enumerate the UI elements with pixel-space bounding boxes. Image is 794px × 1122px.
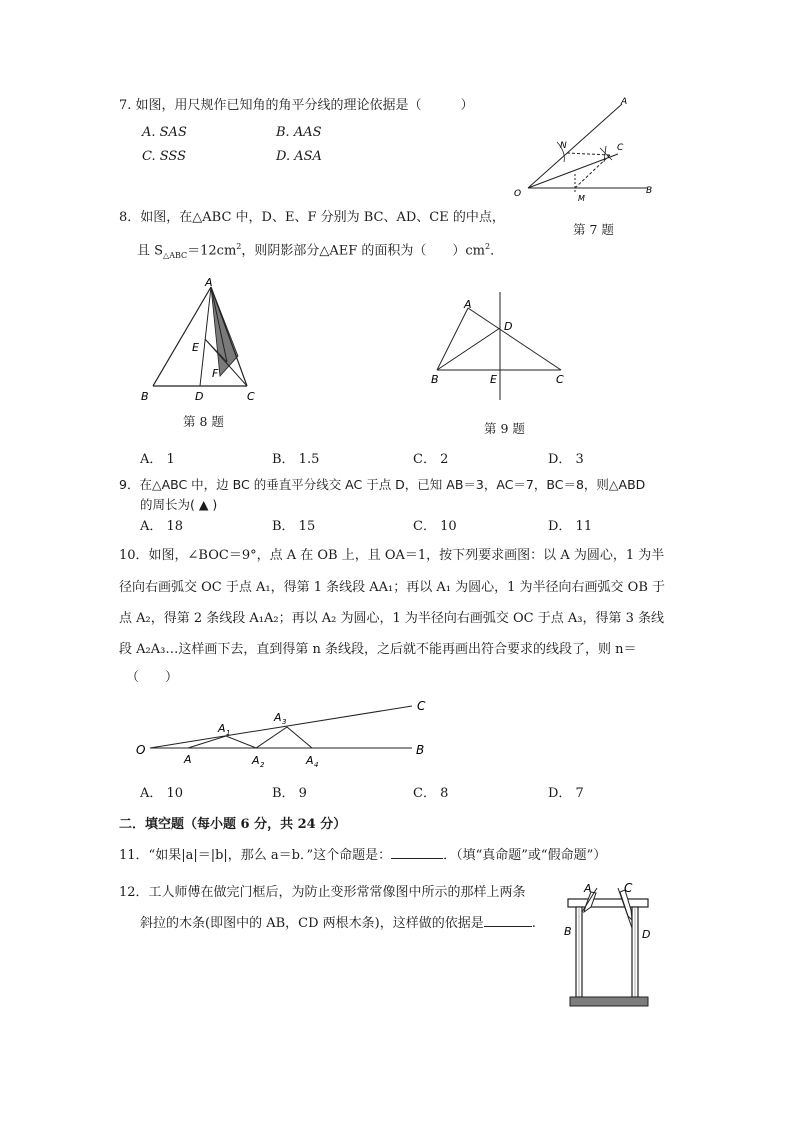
- q8-figure: [135, 272, 265, 407]
- q9-option-c[interactable]: C． 10: [413, 519, 457, 534]
- q11-answer-blank[interactable]: [391, 846, 443, 859]
- q10-label-b: B: [416, 743, 425, 757]
- q8-stem-line1: 8．如图，在△ABC 中，D、E、F 分别为 BC、AD、CE 的中点，: [119, 210, 505, 225]
- q12-answer-blank[interactable]: [484, 914, 532, 927]
- q8-label-a: A: [205, 276, 213, 289]
- q12-label-c: C: [624, 881, 633, 895]
- q8-option-b[interactable]: B． 1.5: [272, 452, 320, 467]
- q10-label-a3: A: [274, 711, 282, 724]
- q9-stem-line1: 9．在△ABC 中，边 BC 的垂直平分线交 AC 于点 D，已知 AB＝3，AC＝7，BC＝8，则△ABD: [119, 477, 646, 492]
- q10-option-a[interactable]: A． 10: [140, 786, 184, 801]
- q10-label-a4-sub: 4: [314, 761, 319, 769]
- q7-option-c[interactable]: C. SSS: [142, 149, 187, 164]
- q7-label-b: B: [646, 186, 653, 196]
- q9-option-a[interactable]: A． 18: [140, 519, 184, 534]
- q8-option-c[interactable]: C． 2: [413, 452, 449, 467]
- q8-label-f: F: [212, 367, 219, 380]
- q10-label-o: O: [136, 743, 146, 757]
- q12-label-b: B: [564, 925, 572, 938]
- q8-option-d[interactable]: D． 3: [548, 452, 584, 467]
- q9-label-e: E: [490, 373, 497, 386]
- q9-label-d: D: [504, 320, 513, 333]
- q7-option-b[interactable]: B. AAS: [276, 125, 322, 140]
- q8-label-d: D: [195, 390, 204, 403]
- q11-stem: 11．“如果|a|＝|b|，那么 a＝b．”这个命题是： ．（填“真命题”或“假命题”）: [119, 848, 607, 863]
- section-2-title: 二．填空题（每小题 6 分，共 24 分）: [119, 817, 347, 832]
- q8-stem-line2: 且 $S_{\triangle ABC}=12cm^2$，则阴影部分△AEF 的面积为（ ）$cm^2$．: [137, 242, 504, 260]
- q7-stem: 7. 如图，用尺规作已知角的角平分线的理论依据是（ ）: [119, 98, 474, 113]
- q9-label-b: B: [431, 373, 439, 386]
- q10-option-c[interactable]: C． 8: [413, 786, 449, 801]
- q7-label-c: C: [617, 143, 624, 153]
- q7-label-a: A: [621, 97, 628, 107]
- q12-stem-line1: 12．工人师傅在做完门框后，为防止变形常常像图中所示的那样上两条: [119, 885, 526, 900]
- q10-option-d[interactable]: D． 7: [548, 786, 584, 801]
- q12-door-frame-figure: [560, 880, 660, 1010]
- q7-option-d[interactable]: D. ASA: [276, 149, 322, 164]
- q12-stem-line2: 斜拉的木条(即图中的 AB，CD 两根木条)，这样做的依据是 .: [140, 916, 536, 931]
- q10-label-a3-sub: 3: [282, 718, 287, 726]
- q10-stem-line4: 段 A₂A₃…这样画下去，直到得第 n 条线段，之后就不能再画出符合要求的线段了，则 n＝: [119, 642, 637, 657]
- q10-label-a2: A: [252, 754, 260, 767]
- q10-stem-line2: 径向右画弧交 OC 于点 A₁，得第 1 条线段 AA₁；再以 A₁ 为圆心，1 为半径向右画弧交 OB 于: [119, 580, 666, 595]
- q10-stem-line3: 点 A₂，得第 2 条线段 A₁A₂；再以 A₂ 为圆心，1 为半径向右画弧交 OC 于点 A₃，得第 3 条线: [119, 611, 665, 626]
- q10-label-a2-sub: 2: [260, 761, 265, 769]
- q12-label-a: A: [584, 882, 592, 895]
- q9-label-a: A: [464, 298, 472, 311]
- q8-option-a[interactable]: A． 1: [140, 452, 175, 467]
- q10-stem-line1: 10．如图，∠BOC＝9°，点 A 在 OB 上，且 OA＝1，按下列要求画图：以 A 为圆心，1 为半: [119, 548, 665, 563]
- q7-label-m: M: [578, 194, 585, 203]
- q12-label-d: D: [642, 928, 651, 941]
- q9-option-d[interactable]: D． 11: [548, 519, 593, 534]
- q9-label-c: C: [556, 373, 564, 386]
- q8-label-c: C: [247, 390, 255, 403]
- q9-option-b[interactable]: B． 15: [272, 519, 316, 534]
- q7-caption: 第 7 题: [573, 222, 614, 237]
- q9-stem-line2: 的周长为( ▲ ): [140, 497, 218, 512]
- q7-label-n: N: [560, 141, 567, 151]
- q8-caption: 第 8 题: [183, 414, 224, 429]
- q10-option-b[interactable]: B． 9: [272, 786, 307, 801]
- q7-figure: [500, 90, 670, 210]
- q10-stem-line5: （ ）: [126, 670, 179, 685]
- q7-option-a[interactable]: A. SAS: [142, 125, 187, 140]
- q9-figure: [428, 292, 578, 402]
- q8-label-b: B: [141, 390, 149, 403]
- q10-label-a1: A: [218, 722, 226, 735]
- q10-label-c: C: [417, 699, 426, 713]
- q10-figure: [130, 694, 440, 774]
- q10-label-a: A: [184, 753, 192, 766]
- q9-caption: 第 9 题: [484, 421, 525, 436]
- q10-label-a1-sub: 1: [226, 729, 231, 737]
- q7-label-o: O: [514, 189, 522, 199]
- q10-label-a4: A: [306, 754, 314, 767]
- q8-label-e: E: [192, 341, 199, 354]
